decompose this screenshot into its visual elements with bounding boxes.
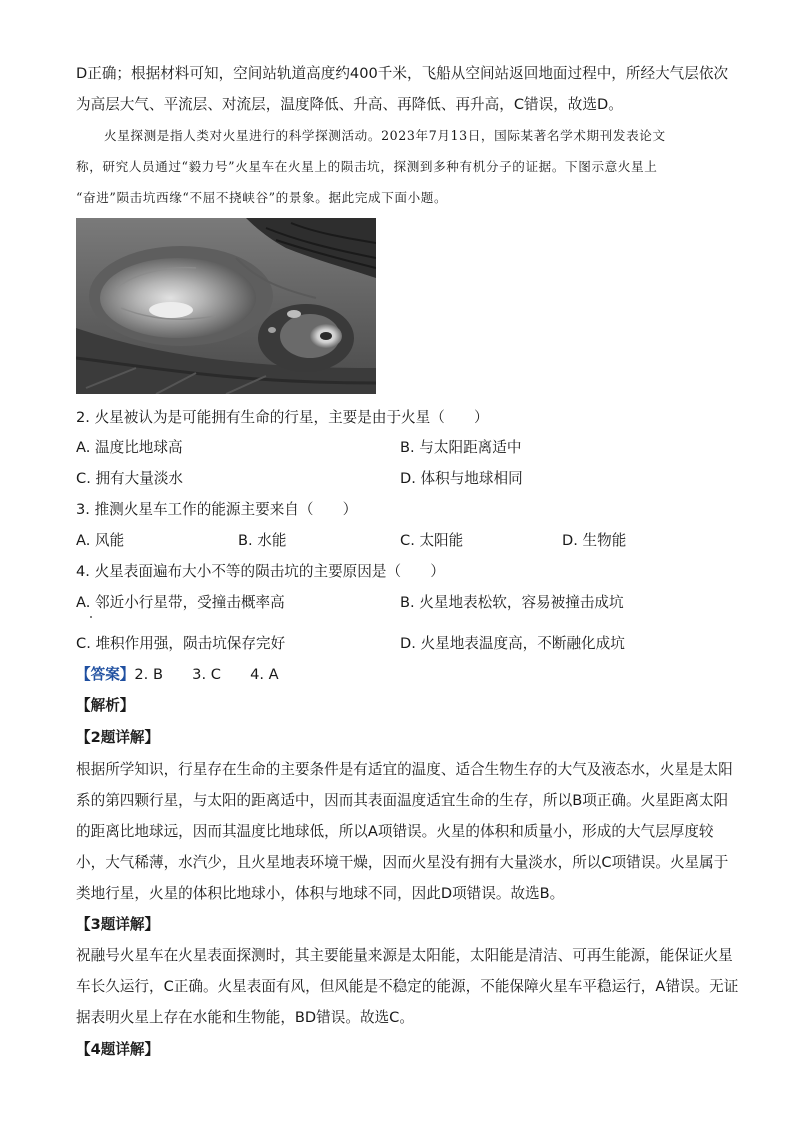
question-2-option-a: A. 温度比地球高 (76, 439, 183, 456)
detail-3-line-1: 祝融号火星车在火星表面探测时，其主要能量来源是太阳能，太阳能是清洁、可再生能源，能保证火星 (76, 947, 733, 964)
question-4-option-c: C. 堆积作用强，陨击坑保存完好 (76, 635, 286, 652)
detail-2-line-2: 系的第四颗行星，与太阳的距离适中，因而其表面温度适宜生命的生存，所以B项正确。火星距离太阳 (76, 792, 729, 809)
question-4-stem: 4. 火星表面遍布大小不等的陨击坑的主要原因是（ ） (76, 563, 445, 580)
question-2-option-d: D. 体积与地球相同 (400, 470, 523, 487)
intro-line-2: 为高层大气、平流层、对流层，温度降低、升高、再降低、再升高，C错误，故选D。 (76, 96, 623, 113)
detail-2-line-4: 小，大气稀薄，水汽少，且火星地表环境干燥，因而火星没有拥有大量淡水，所以C项错误。火星属于 (76, 854, 729, 871)
detail-3-line-3: 据表明火星上存在水能和生物能，BD错误。故选C。 (76, 1009, 414, 1026)
passage-line-1: 火星探测是指人类对火星进行的科学探测活动。2023年7月13日，国际某著名学术期刊发表论文 (104, 128, 666, 143)
detail-3-heading: 【3题详解】 (76, 916, 160, 933)
answer-label: 【答案】 (76, 666, 135, 683)
detail-2-line-5: 类地行星，火星的体积比地球小，体积与地球不同，因此D项错误。故选B。 (76, 885, 565, 902)
detail-2-line-1: 根据所学知识，行星存在生命的主要条件是有适宜的温度、适合生物生存的大气及液态水，火星是太阳 (76, 761, 733, 778)
question-3-option-c: C. 太阳能 (400, 532, 464, 549)
intro-line-1: D正确；根据材料可知，空间站轨道高度约400千米，飞船从空间站返回地面过程中，所经大气层依次 (76, 65, 729, 82)
detail-2-line-3: 的距离比地球远，因而其温度比地球低，所以A项错误。火星的体积和质量小，形成的大气层厚度较 (76, 823, 714, 840)
stray-dot (90, 616, 92, 618)
detail-4-heading: 【4题详解】 (76, 1041, 160, 1058)
mars-crater-photo (76, 218, 376, 394)
passage-line-3: “奋进”陨击坑西缘“不屈不挠峡谷”的景象。据此完成下面小题。 (76, 190, 448, 205)
answer-line (76, 665, 279, 685)
question-3-stem: 3. 推测火星车工作的能源主要来自（ ） (76, 501, 358, 518)
question-4-option-a: A. 邻近小行星带，受撞击概率高 (76, 594, 285, 611)
question-2-option-b: B. 与太阳距离适中 (400, 439, 522, 456)
analysis-label: 【解析】 (76, 697, 135, 714)
question-3-option-d: D. 生物能 (562, 532, 627, 549)
question-4-option-b: B. 火星地表松软，容易被撞击成坑 (400, 594, 624, 611)
passage-line-2: 称，研究人员通过“毅力号”火星车在火星上的陨击坑，探测到多种有机分子的证据。下图示意火星上 (76, 159, 658, 174)
detail-2-heading: 【2题详解】 (76, 729, 160, 746)
answer-values: 2. B 3. C 4. A (134, 666, 279, 683)
question-3-option-b: B. 水能 (238, 532, 287, 549)
question-2-stem: 2. 火星被认为是可能拥有生命的行星，主要是由于火星（ ） (76, 409, 489, 426)
question-2-option-c: C. 拥有大量淡水 (76, 470, 184, 487)
question-3-option-a: A. 风能 (76, 532, 125, 549)
detail-3-line-2: 车长久运行，C正确。火星表面有风，但风能是不稳定的能源，不能保障火星车平稳运行，A错误。无证 (76, 978, 739, 995)
question-4-option-d: D. 火星地表温度高，不断融化成坑 (400, 635, 625, 652)
